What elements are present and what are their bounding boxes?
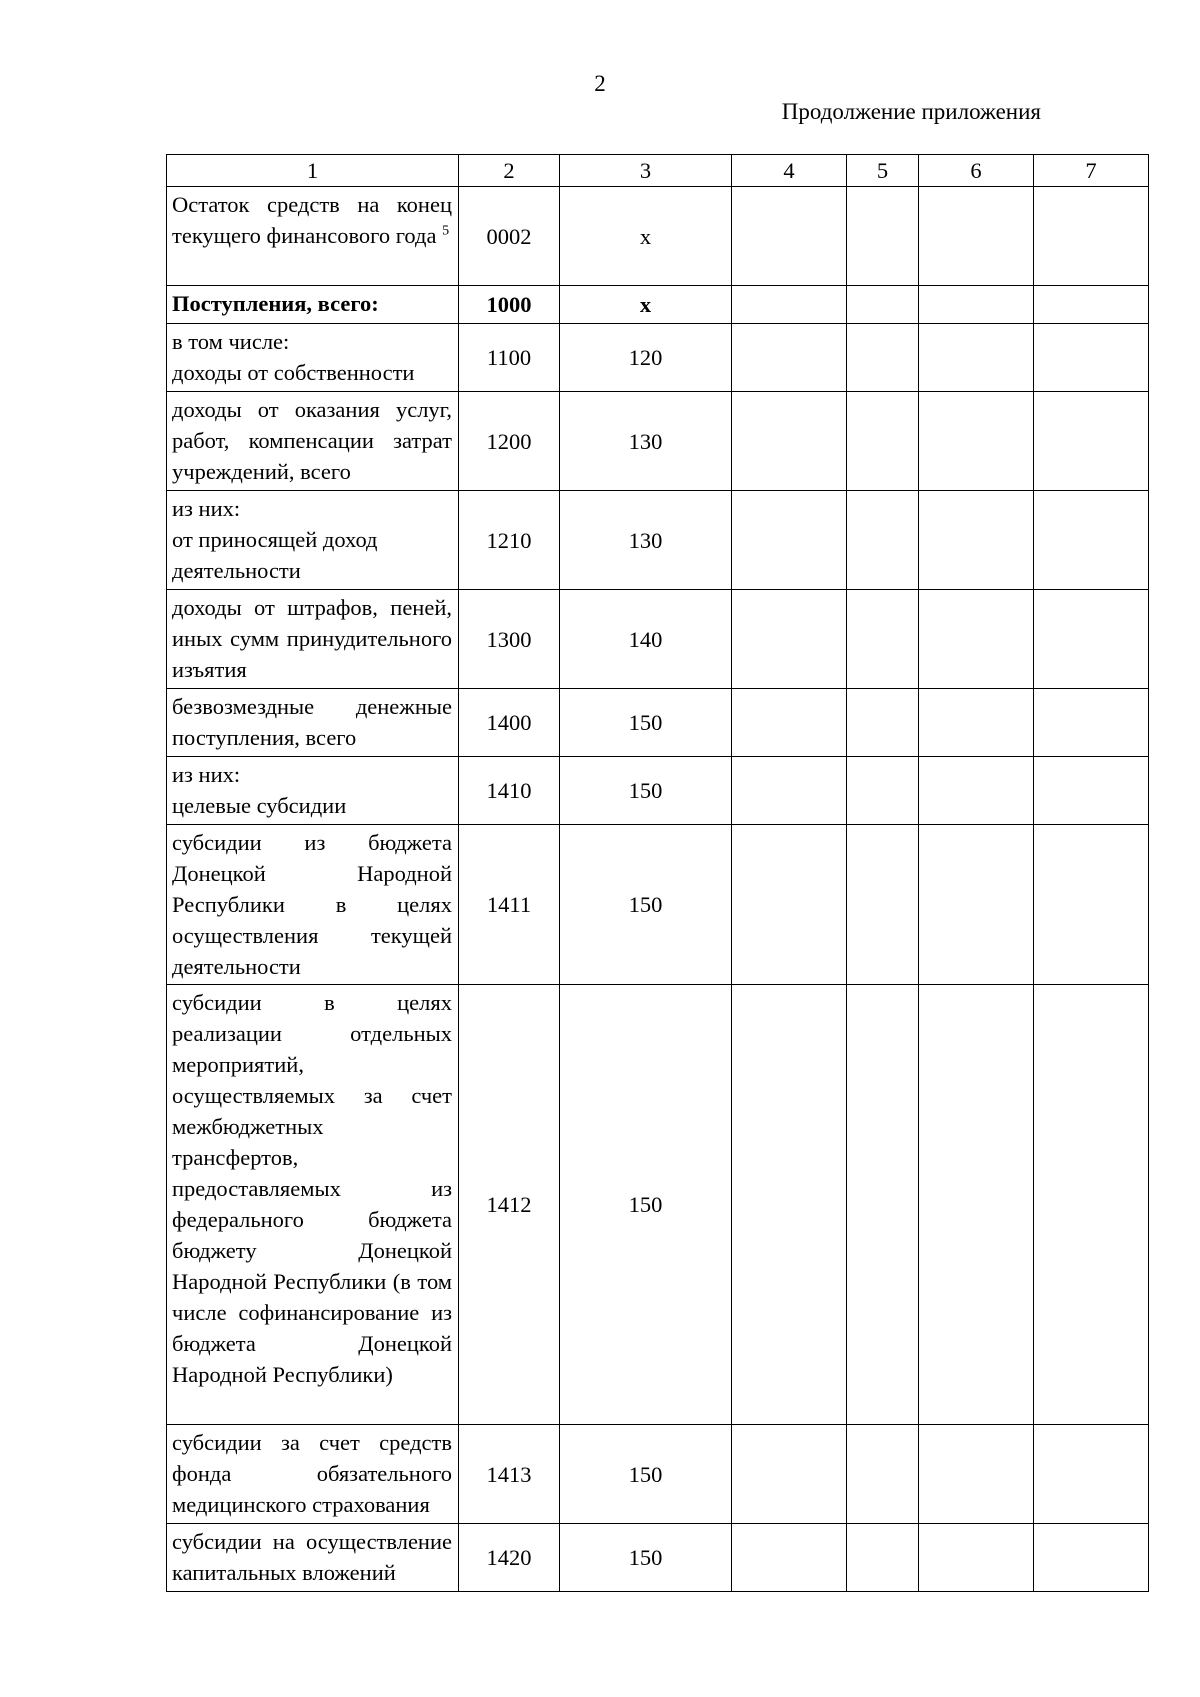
row-code: 1300 [459,590,560,689]
value-cell [919,286,1034,324]
table-row [167,757,1149,825]
row-description: субсидии за счет средств фонда обязательного медицинского страхования [167,1425,459,1524]
row-description-line: в том числе: [172,329,290,354]
row-description: безвозмездные денежные поступления, всего [167,689,459,757]
value-cell [847,286,919,324]
table-row [167,825,1149,985]
value-cell [1034,324,1149,392]
value-cell [847,187,919,286]
value-cell [732,392,847,491]
value-cell [732,187,847,286]
value-cell [1034,590,1149,689]
value-cell [847,491,919,590]
row-description-text: Остаток средств на конец текущего финансового года [172,192,452,248]
value-cell [1034,1425,1149,1524]
table-row [167,491,1149,590]
value-cell [847,985,919,1425]
value-cell [1034,392,1149,491]
row-description [167,491,459,590]
table-row [167,187,1149,286]
value-cell [847,825,919,985]
row-kosgu: 140 [560,590,732,689]
value-cell [1034,689,1149,757]
row-kosgu: 150 [560,689,732,757]
value-cell [919,757,1034,825]
value-cell [1034,1524,1149,1592]
value-cell [919,1425,1034,1524]
value-cell [732,324,847,392]
row-code: 1410 [459,757,560,825]
value-cell [919,392,1034,491]
table-row [167,689,1149,757]
value-cell [732,757,847,825]
row-kosgu: 130 [560,491,732,590]
table-row [167,286,1149,324]
page-number: 2 [594,71,606,96]
value-cell [919,491,1034,590]
row-code: 1210 [459,491,560,590]
row-description-line: доходы от собственности [172,360,415,385]
value-cell [732,825,847,985]
column-header-5: 5 [847,155,919,187]
value-cell [847,757,919,825]
table-row [167,1524,1149,1592]
value-cell [919,689,1034,757]
row-code: 1413 [459,1425,560,1524]
row-kosgu: 150 [560,1524,732,1592]
value-cell [919,187,1034,286]
row-description-line: целевые субсидии [172,793,347,818]
value-cell [847,1524,919,1592]
row-description-line: из них: [172,496,241,521]
value-cell [1034,985,1149,1425]
column-header-6: 6 [919,155,1034,187]
row-code: 1000 [459,286,560,324]
column-header-4: 4 [732,155,847,187]
row-description-line: деятельности [172,558,301,583]
row-description-line: от приносящей доход [172,527,378,552]
value-cell [732,985,847,1425]
row-description: субсидии в целях реализации отдельных мероприятий, осуществляемых за счет межбюджетных трансфертов, предоставляемых из федерального бюджета бюджету Донецкой Народной Республики (в том числе софинансирование из бюджета Донецкой Народной Республики) [167,985,459,1425]
value-cell [1034,187,1149,286]
row-description: субсидии из бюджета Донецкой Народной Республики в целях осуществления текущей деятельности [167,825,459,985]
value-cell [1034,286,1149,324]
value-cell [732,286,847,324]
row-kosgu: 150 [560,757,732,825]
row-kosgu: 150 [560,1425,732,1524]
footnote-marker: 5 [442,223,450,239]
column-header-1: 1 [167,155,459,187]
row-code: 1100 [459,324,560,392]
table-row [167,590,1149,689]
header-row [167,155,1149,187]
row-code: 1420 [459,1524,560,1592]
row-description: доходы от оказания услуг, работ, компенсации затрат учреждений, всего [167,392,459,491]
table-row [167,392,1149,491]
row-code: 1400 [459,689,560,757]
row-kosgu: х [560,187,732,286]
value-cell [1034,757,1149,825]
value-cell [919,324,1034,392]
value-cell [847,392,919,491]
table-row [167,324,1149,392]
value-cell [732,491,847,590]
column-header-7: 7 [1034,155,1149,187]
row-description [167,324,459,392]
row-description: субсидии на осуществление капитальных вложений [167,1524,459,1592]
continuation-title: Продолжение приложения [781,99,1041,124]
column-header-3: 3 [560,155,732,187]
value-cell [847,590,919,689]
row-kosgu: х [560,286,732,324]
row-code: 0002 [459,187,560,286]
row-kosgu: 150 [560,985,732,1425]
value-cell [847,324,919,392]
row-kosgu: 120 [560,324,732,392]
value-cell [732,1524,847,1592]
row-code: 1412 [459,985,560,1425]
value-cell [919,590,1034,689]
value-cell [1034,825,1149,985]
row-kosgu: 130 [560,392,732,491]
column-header-2: 2 [459,155,560,187]
value-cell [847,1425,919,1524]
row-description [167,757,459,825]
value-cell [919,1524,1034,1592]
value-cell [919,825,1034,985]
row-description: доходы от штрафов, пеней, иных сумм принудительного изъятия [167,590,459,689]
value-cell [847,689,919,757]
value-cell [732,689,847,757]
value-cell [919,985,1034,1425]
row-kosgu: 150 [560,825,732,985]
table-row [167,985,1149,1425]
row-description: Поступления, всего: [167,286,459,324]
value-cell [1034,491,1149,590]
value-cell [732,590,847,689]
row-code: 1200 [459,392,560,491]
value-cell [732,1425,847,1524]
row-code: 1411 [459,825,560,985]
row-description-line: из них: [172,762,241,787]
report-table [166,154,1149,1592]
row-description [167,187,459,286]
table-row [167,1425,1149,1524]
